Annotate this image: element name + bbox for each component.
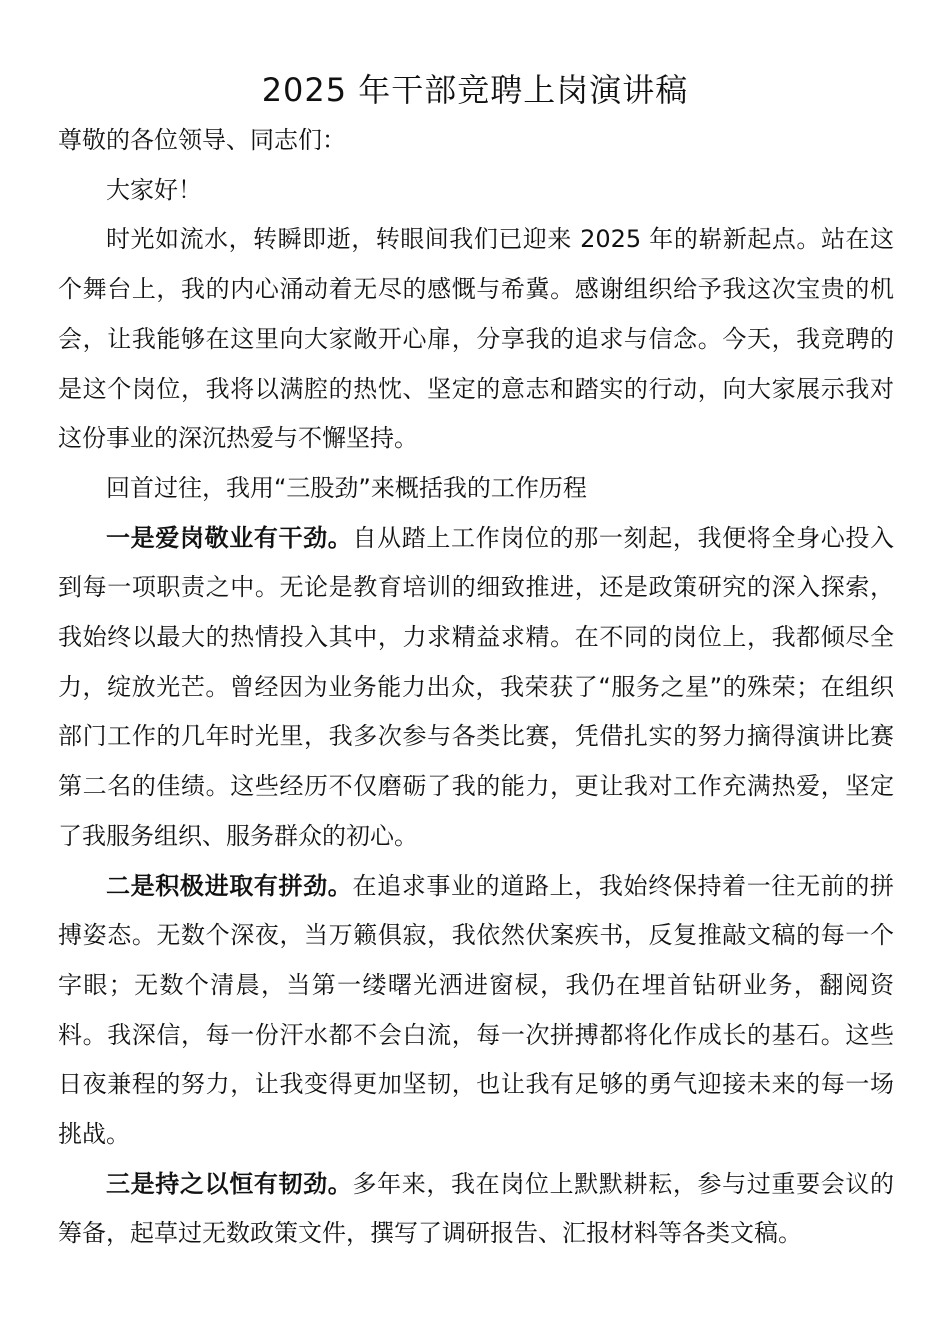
document-body <box>58 116 894 1259</box>
point-paragraph-2 <box>58 862 894 1160</box>
point-text: 多年来，我在岗位上默默耕耘，参与过重要会议的筹备，起草过无数政策文件，撰写了调研报告、汇报材料等各类文稿。 <box>58 1169 894 1248</box>
point-lead: 一是爱岗敬业有干劲。 <box>106 523 353 552</box>
intro-paragraph: 时光如流水，转瞬即逝，转眼间我们已迎来 2025 年的崭新起点。站在这个舞台上，我的内心涌动着无尽的感慨与希冀。感谢组织给予我这次宝贵的机会，让我能够在这里向大家敞开心扉，分享我的追求与信念。今天，我竞聘的是这个岗位，我将以满腔的热忱、坚定的意志和踏实的行动，向大家展示我对这份事业的深沉热爱与不懈坚持。 <box>58 225 894 453</box>
point-paragraph-1 <box>58 514 894 862</box>
point-paragraph-3 <box>58 1160 894 1259</box>
point-lead: 二是积极进取有拼劲。 <box>106 871 353 900</box>
salutation: 尊敬的各位领导、同志们： <box>58 126 346 154</box>
page-title: 2025 年干部竞聘上岗演讲稿 <box>261 71 689 109</box>
point-lead: 三是持之以恒有韧劲。 <box>106 1169 353 1198</box>
greeting: 大家好！ <box>106 175 202 204</box>
review-paragraph: 回首过往，我用“三股劲”来概括我的工作历程 <box>106 473 587 502</box>
point-text: 自从踏上工作岗位的那一刻起，我便将全身心投入到每一项职责之中。无论是教育培训的细致推进，还是政策研究的深入探索，我始终以最大的热情投入其中，力求精益求精。在不同的岗位上，我都倾尽全力，绽放光芒。曾经因为业务能力出众，我荣获了“服务之星”的殊荣；在组织部门工作的几年时光里，我多次参与各类比赛，凭借扎实的努力摘得演讲比赛第二名的佳绩。这些经历不仅磨砺了我的能力，更让我对工作充满热爱，坚定了我服务组织、服务群众的初心。 <box>58 523 894 850</box>
point-text: 在追求事业的道路上，我始终保持着一往无前的拼搏姿态。无数个深夜，当万籁俱寂，我依然伏案疾书，反复推敲文稿的每一个字眼；无数个清晨，当第一缕曙光洒进窗棂，我仍在埋首钻研业务，翻阅资料。我深信，每一份汗水都不会白流，每一次拼搏都将化作成长的基石。这些日夜兼程的努力，让我变得更加坚韧，也让我有足够的勇气迎接未来的每一场挑战。 <box>58 871 894 1149</box>
